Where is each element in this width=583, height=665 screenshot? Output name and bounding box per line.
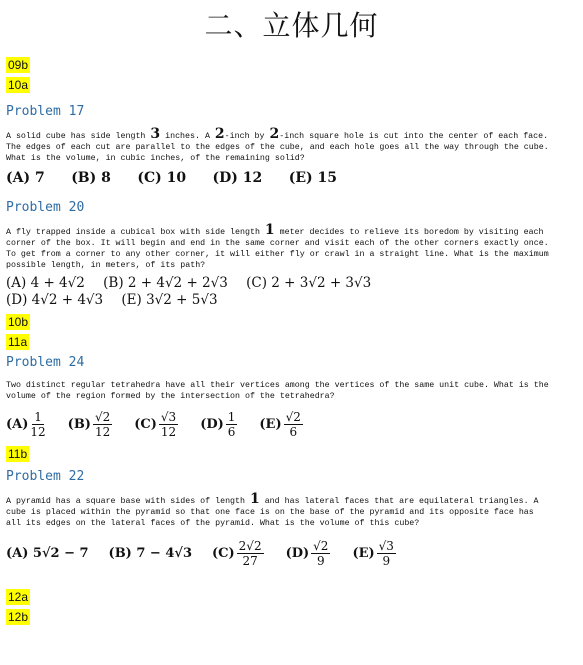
- tag-group-4: [6, 586, 577, 626]
- choice-b: (B) 2 + 4√2 + 2√3: [103, 275, 228, 291]
- choice-c: (C) 2 + 3√2 + 3√3: [246, 275, 372, 291]
- problem-20-choices: [6, 275, 577, 309]
- problem-20-title: Problem 20: [6, 200, 85, 215]
- choice-a: (A) 5√2 − 7: [6, 546, 89, 561]
- choice-a: (A) $\frac{1}{12}$: [6, 410, 46, 439]
- problem-17-title: Problem 17: [6, 104, 85, 119]
- tag-group-1: [6, 54, 577, 94]
- problem-22-choices: [6, 539, 577, 568]
- tag-10a: 10a: [8, 78, 29, 92]
- choice-d: (D) $\frac{√2}{9}$: [285, 539, 329, 568]
- problem-20-statement: A fly trapped inside a cubical box with side length 1 meter decides to relieve its boredom by visiting each corner of the box. It will begin and end in the same corner and visit each of the other corners exactly once. To get from a corner to any other corner, it will either fly or crawl in a straight line. What is the maximum possible length, in meters, of its path?: [6, 222, 549, 270]
- problem-24-title: Problem 24: [6, 355, 85, 370]
- tag-group-2: [6, 311, 577, 351]
- choice-c: (C) 10: [137, 170, 187, 186]
- problem-22-statement: A pyramid has a square base with sides of length 1 and has lateral faces that are equilateral triangles. A cube is placed within the pyramid so that one face is on the base of the pyramid and its opposite face has all its edges on the lateral faces of the pyramid. What is the volume of this cube?: [6, 491, 539, 528]
- choice-e: (E) $\frac{√2}{6}$: [259, 410, 301, 439]
- choice-e: (E) 3√2 + 5√3: [121, 292, 218, 308]
- choice-a: (A) 7: [6, 170, 45, 186]
- choice-d: (D) $\frac{1}{6}$: [200, 410, 236, 439]
- choice-d: (D) 12: [212, 170, 263, 186]
- choice-d: (D) 4√2 + 4√3: [6, 292, 104, 308]
- choice-b: (B) $\frac{√2}{12}$: [67, 410, 111, 439]
- problem-17-choices: [6, 170, 577, 186]
- choice-b: (B) 8: [71, 170, 111, 186]
- problem-22-title: Problem 22: [6, 469, 85, 484]
- tag-12b: 12b: [8, 610, 29, 624]
- tag-11b: 11b: [8, 447, 28, 461]
- tag-11a: 11a: [8, 335, 28, 349]
- page-title: 二、立体几何: [204, 9, 379, 42]
- choice-b: (B) 7 − 4√3: [108, 546, 192, 561]
- choice-e: (E) 15: [288, 170, 338, 186]
- choice-e: (E) $\frac{√3}{9}$: [352, 539, 394, 568]
- tag-group-3: [6, 443, 577, 463]
- choice-c: (C) $\frac{√3}{12}$: [134, 410, 177, 439]
- tag-09b: 09b: [8, 58, 29, 72]
- tag-12a: 12a: [8, 590, 29, 604]
- content: [0, 54, 583, 626]
- tag-10b: 10b: [8, 315, 29, 329]
- problem-17-statement: A solid cube has side length 3 inches. A 2-inch by 2-inch square hole is cut into the center of each face. The edges of each cut are parallel to the edges of the cube, and each hole goes all the way through the cube. What is the volume, in cubic inches, of the remaining solid?: [6, 126, 549, 163]
- choice-a: (A) 4 + 4√2: [6, 275, 85, 291]
- problem-24-statement: Two distinct regular tetrahedra have all their vertices among the vertices of the same unit cube. What is the volume of the region formed by the intersection of the tetrahedra?: [6, 381, 549, 401]
- problem-24-choices: [6, 410, 577, 439]
- choice-c: (C) $\frac{2√2}{27}$: [212, 539, 262, 568]
